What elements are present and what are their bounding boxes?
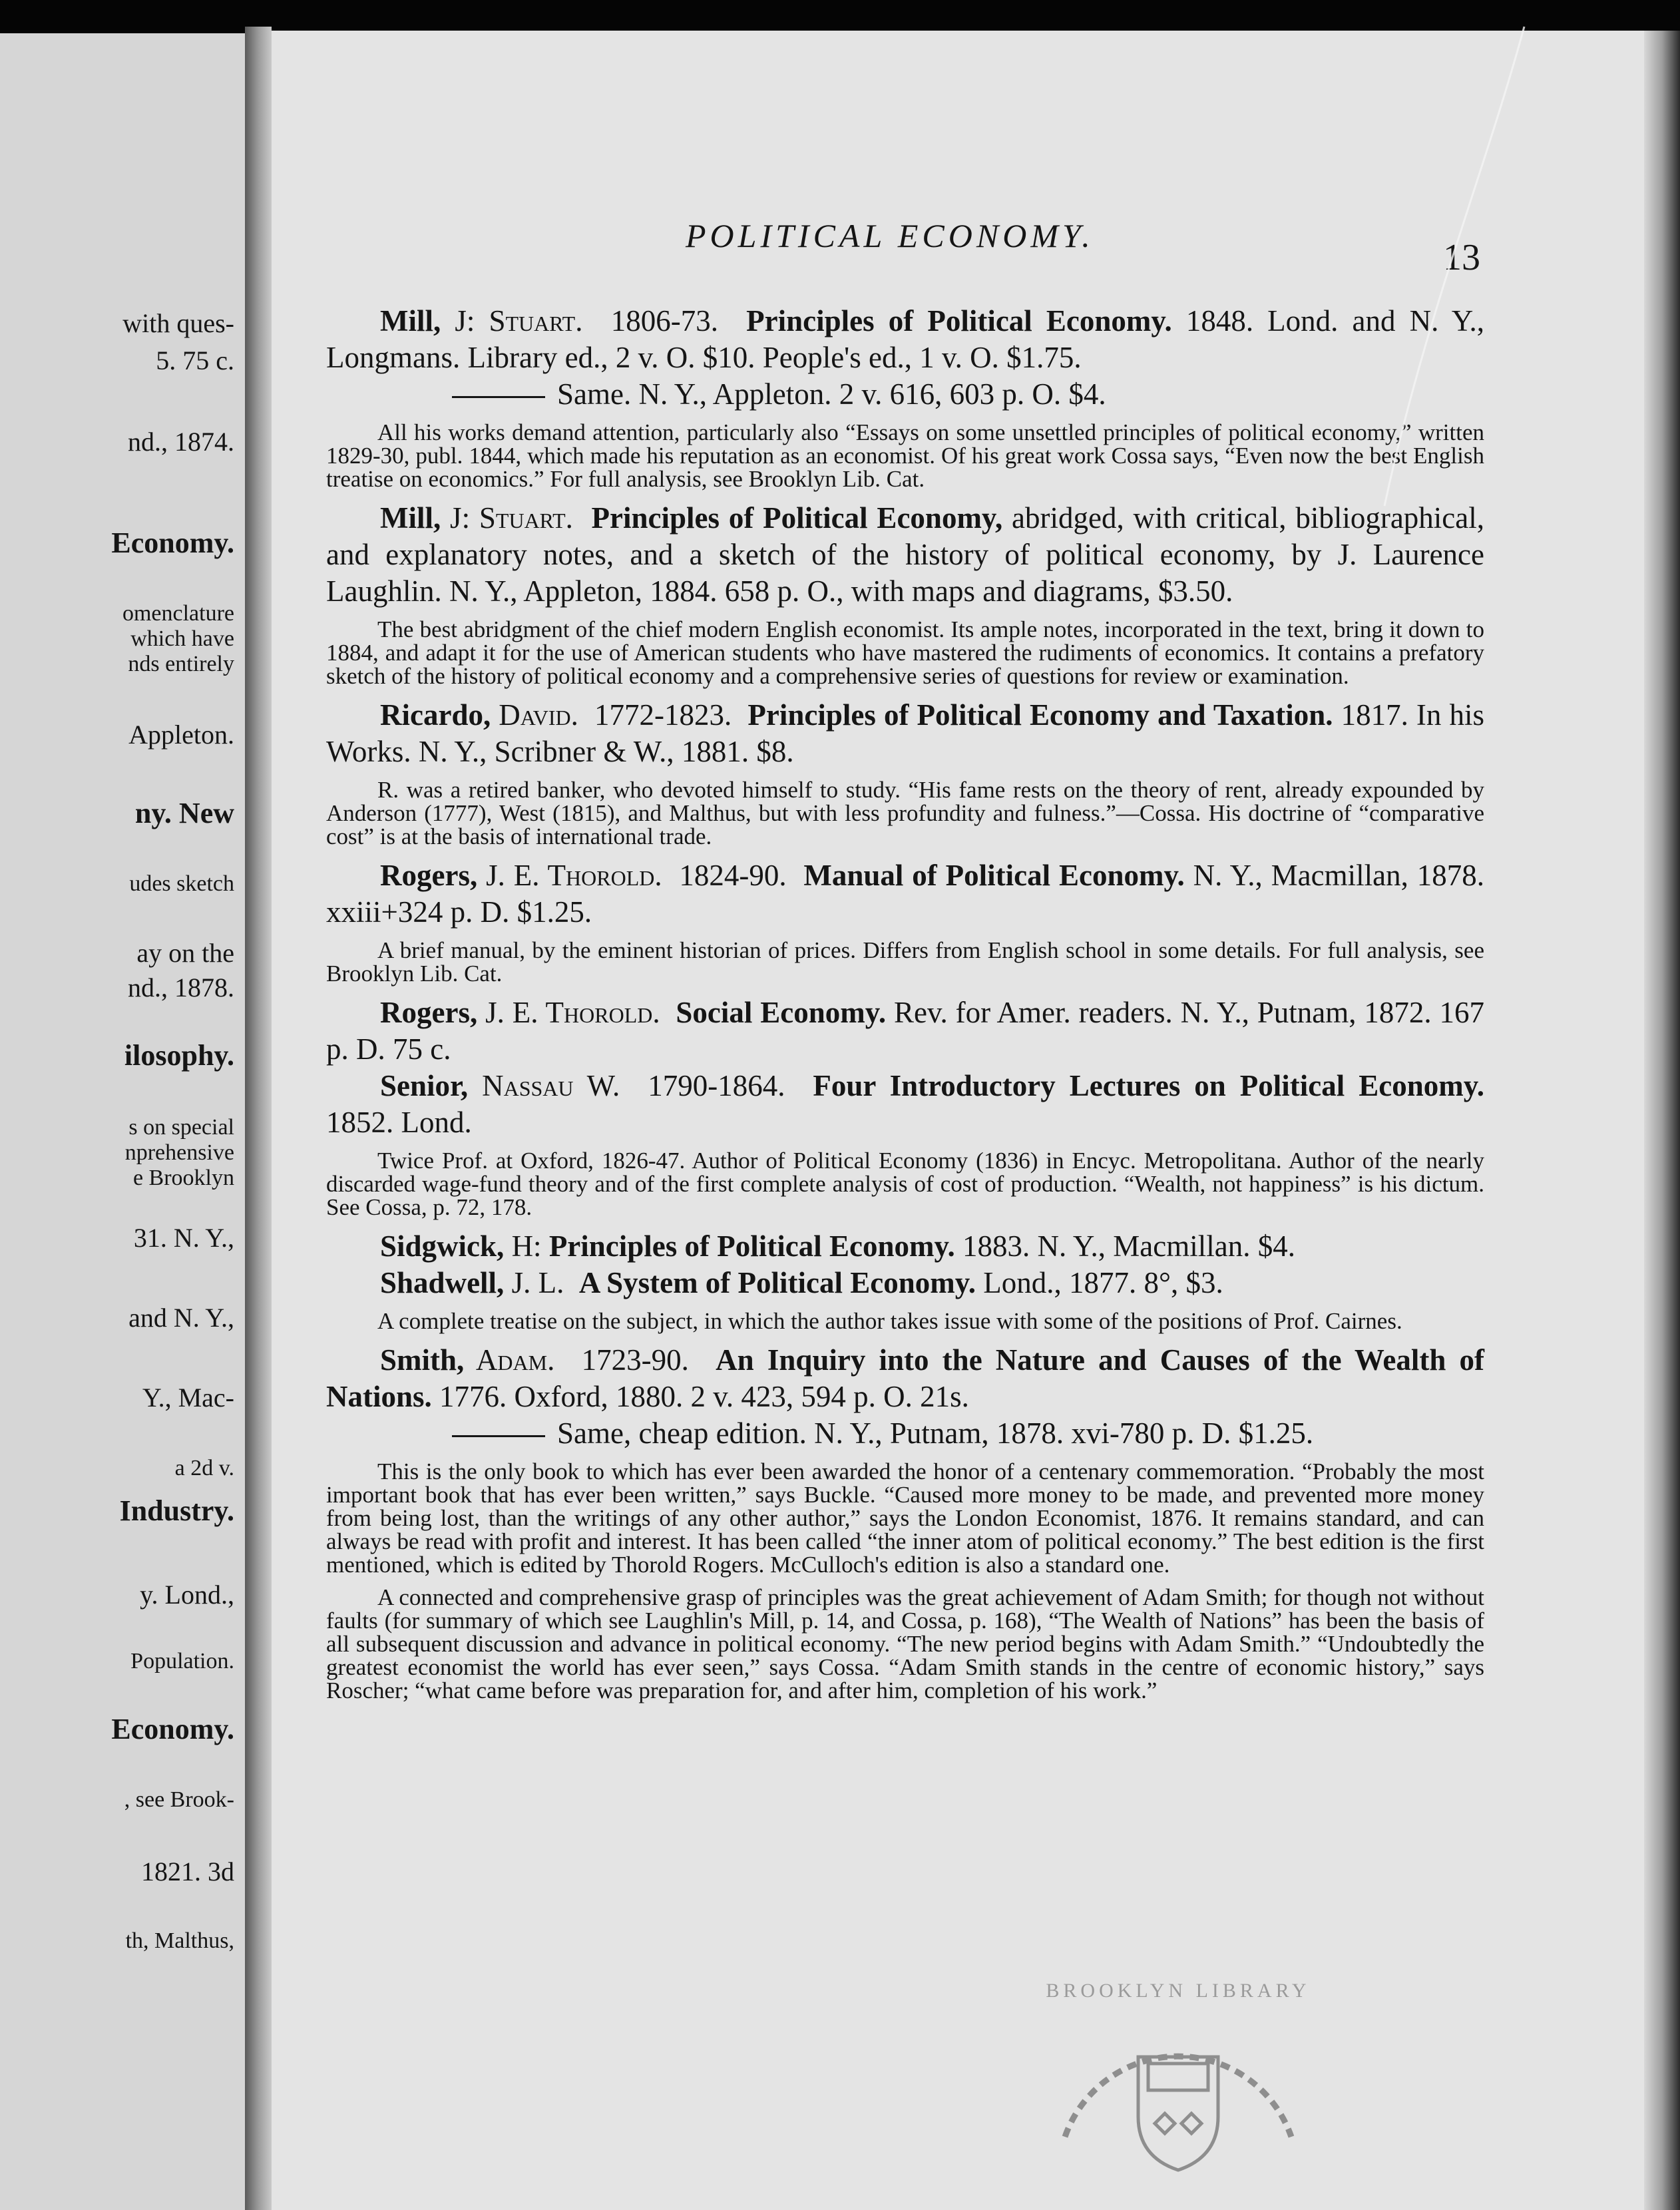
publication-dates	[564, 1266, 579, 1299]
annotation-note: R. was a retired banker, who devoted himself to study. “His fame rests on the theory of rent, already expounded by Anderson (1777), West (1815), and Malthus, but with less profundity and fulness.”—Cossa. His doctrine of “comparative cost” is at the basis of international trade.	[326, 777, 1484, 849]
same-edition-text: Same, cheap edition. N. Y., Putnam, 1878. xvi-780 p. D. $1.25.	[557, 1417, 1314, 1450]
publication-details: Rev. for Amer. readers. N. Y., Putnam, 1872. 167 p. D. 75 c.	[326, 996, 1484, 1066]
publication-details: Lond., 1877. 8°, $3.	[976, 1266, 1223, 1299]
left-page-line: ay on the	[136, 938, 234, 968]
previous-page-fragment	[0, 33, 249, 2210]
book-title: Principles of Political Economy and Taxation.	[747, 698, 1333, 732]
left-page-line: , see Brook-	[124, 1787, 234, 1812]
bibliography-entry	[326, 500, 1484, 610]
author-forename: Nassau W.	[468, 1069, 620, 1102]
left-page-line: y. Lond.,	[140, 1580, 234, 1610]
publication-details: 1848. Lond. and N. Y., Longmans. Library ed., 2 v. O. $10. People's ed., 1 v. O. $1.75.	[326, 304, 1484, 374]
left-page-line: a 2d v.	[174, 1456, 234, 1480]
publication-dates	[660, 996, 676, 1029]
page-number: 13	[1443, 237, 1480, 278]
publication-details: 1776. Oxford, 1880. 2 v. 423, 594 p. O. 21s.	[431, 1380, 969, 1413]
book-title: Principles of Political Economy,	[591, 501, 1003, 535]
author-forename: J. E. Thorold.	[477, 996, 660, 1029]
publication-dates: 1824-90.	[662, 859, 804, 892]
book-title: Social Economy.	[676, 996, 887, 1029]
left-page-line: nds entirely	[128, 652, 234, 676]
left-page-line: s on special	[128, 1115, 234, 1140]
running-head: POLITICAL ECONOMY.	[686, 217, 1094, 254]
left-page-line: Y., Mac-	[142, 1383, 234, 1413]
annotation-note: All his works demand attention, particularly also “Essays on some unsettled principles of political economy,” written 1829-30, publ. 1844, which made his reputation as an economist. Of his great work Cossa says, “Even now the best English treatise on economics.” For full analysis, see Brooklyn Lib. Cat.	[326, 419, 1484, 492]
same-edition-text: Same. N. Y., Appleton. 2 v. 616, 603 p. O. $4.	[557, 377, 1106, 411]
left-page-line: e Brooklyn	[132, 1166, 234, 1190]
author-forename: Adam.	[464, 1343, 555, 1377]
library-stamp	[1018, 1970, 1338, 2183]
left-page-line: Industry.	[119, 1495, 234, 1527]
publication-details: 1852. Lond.	[326, 1106, 472, 1139]
stamp-text: BROOKLYN LIBRARY	[1046, 1980, 1311, 2002]
book-title: Four Introductory Lectures on Political Economy.	[813, 1069, 1485, 1102]
bibliography-entry	[326, 1265, 1484, 1301]
author-name: Senior,	[380, 1069, 469, 1102]
left-page-line: Economy.	[111, 527, 234, 559]
author-name: Mill,	[380, 501, 441, 535]
annotation-note: The best abridgment of the chief modern English economist. Its ample notes, incorporated in the text, bring it down to 1884, and adapt it for the use of American students who have mastered the rudiments of economics. It contains a prefatory sketch of the history of political economy and a comprehensive series of questions for review or examination.	[326, 616, 1484, 689]
left-page-line: Appleton.	[128, 720, 234, 750]
publication-dates: 1723-90.	[554, 1343, 716, 1377]
left-page-line: nd., 1874.	[128, 427, 234, 457]
bibliography-entry	[326, 697, 1484, 770]
book-title: Principles of Political Economy.	[548, 1229, 955, 1263]
book-gutter	[245, 27, 272, 2210]
bibliography-entry	[326, 303, 1484, 376]
bibliography-entry	[326, 994, 1484, 1068]
left-page-line: udes sketch	[129, 871, 234, 896]
stamp-seal-icon	[1065, 2056, 1291, 2170]
publication-details: 1817. In his Works. N. Y., Scribner & W., 1881. $8.	[326, 698, 1484, 768]
bibliography-list	[326, 303, 1484, 1711]
publication-details: abridged, with critical, bibliographical, and explanatory notes, and a sketch of the history of political economy, by J. Laurence Laughlin. N. Y., Appleton, 1884. 658 p. O., with maps and diagrams, $3.50.	[326, 501, 1484, 608]
annotation-note: A complete treatise on the subject, in which the author takes issue with some of the positions of Prof. Cairnes.	[377, 1308, 1402, 1334]
book-title: Manual of Political Economy.	[803, 859, 1185, 892]
author-name: Mill,	[380, 304, 441, 337]
bibliography-entry	[326, 1228, 1484, 1265]
annotation-note: This is the only book to which has ever been awarded the honor of a centenary commemoration. “Probably the most important book that has ever been written,” says Buckle. “Caused more money to be made, and prevented more money from being lost, than the writings of any other author,” says the London Economist, 1876. It remains standard, and can always be read with profit and interest. It has been called “the inner atom of political economy.” The best edition is the first mentioned, which is edited by Thorold Rogers. McCulloch's edition is also a standard one.	[326, 1458, 1484, 1578]
author-name: Ricardo,	[380, 698, 491, 732]
author-forename: J: Stuart.	[441, 304, 583, 337]
left-page-line: th, Malthus,	[125, 1928, 234, 1953]
book-title: A System of Political Economy.	[578, 1266, 976, 1299]
ditto-rule	[452, 396, 545, 398]
book-title: Principles of Political Economy.	[746, 304, 1172, 337]
left-page-line: omenclature	[122, 601, 234, 626]
book-title: An Inquiry into the Nature and Causes of the Wealth of Nations.	[326, 1343, 1484, 1413]
left-page-line: ilosophy.	[124, 1040, 234, 1072]
publication-dates	[542, 1229, 549, 1263]
same-edition-line	[326, 376, 1484, 413]
annotation-note: A connected and comprehensive grasp of principles was the great achievement of Adam Smith; for though not without faults (for summary of which see Laughlin's Mill, p. 14, and Cossa, p. 168), “The Wealth of Nations” has been the basis of all subsequent discussion and advance in political economy. “The new period begins with Adam Smith.” “Undoubtedly the greatest economist the world has ever seen,” says Cossa. “Adam Smith stands in the centre of economic history,” says Roscher; “what came before was preparation for, and after him, completion of his work.”	[326, 1584, 1484, 1703]
left-page-line: 31. N. Y.,	[133, 1223, 234, 1253]
left-page-line: and N. Y.,	[128, 1303, 234, 1333]
left-page-line: 1821. 3d	[141, 1857, 234, 1886]
publication-details: 1883. N. Y., Macmillan. $4.	[954, 1229, 1295, 1263]
left-page-line: Economy.	[111, 1713, 234, 1745]
left-page-line: nd., 1878.	[128, 973, 234, 1002]
publication-dates: 1772-1823.	[578, 698, 748, 732]
left-page-line: with ques-	[122, 308, 234, 338]
left-page-line: nprehensive	[124, 1140, 234, 1165]
same-edition-line	[326, 1415, 1484, 1452]
author-forename: J. E. Thorold.	[477, 859, 662, 892]
left-page-line: which have	[130, 626, 234, 651]
bibliography-entry	[326, 1342, 1484, 1415]
author-name: Shadwell,	[380, 1266, 505, 1299]
author-name: Smith,	[380, 1343, 465, 1377]
publication-details: N. Y., Macmillan, 1878. xxiii+324 p. D. $1.25.	[326, 859, 1484, 929]
author-name: Sidgwick,	[380, 1229, 505, 1263]
author-forename: J. L.	[504, 1266, 564, 1299]
page-edge-shadow	[1644, 31, 1680, 2210]
bibliography-entry	[326, 1068, 1484, 1141]
author-name: Rogers,	[380, 996, 478, 1029]
left-page-line: Population.	[130, 1649, 234, 1673]
author-forename: H:	[504, 1229, 542, 1263]
left-page-line: ny. New	[134, 797, 234, 829]
annotation-note: Twice Prof. at Oxford, 1826-47. Author of Political Economy (1836) in Encyc. Metropolitana. Author of the nearly discarded wage-fund theory and of the first complete analysis of cost of production. “Wealth, not happiness” is his dictum. See Cossa, p. 72, 178.	[326, 1148, 1484, 1220]
annotation-note: A brief manual, by the eminent historian of prices. Differs from English school in some details. For full analysis, see Brooklyn Lib. Cat.	[326, 937, 1484, 987]
publication-dates	[573, 501, 592, 535]
author-forename: David.	[491, 698, 578, 732]
author-forename: J: Stuart.	[441, 501, 573, 535]
publication-dates: 1806-73.	[582, 304, 747, 337]
bibliography-entry	[326, 857, 1484, 931]
left-page-line: 5. 75 c.	[156, 345, 234, 375]
ditto-rule	[452, 1435, 545, 1437]
publication-dates: 1790-1864.	[620, 1069, 813, 1102]
author-name: Rogers,	[380, 859, 478, 892]
